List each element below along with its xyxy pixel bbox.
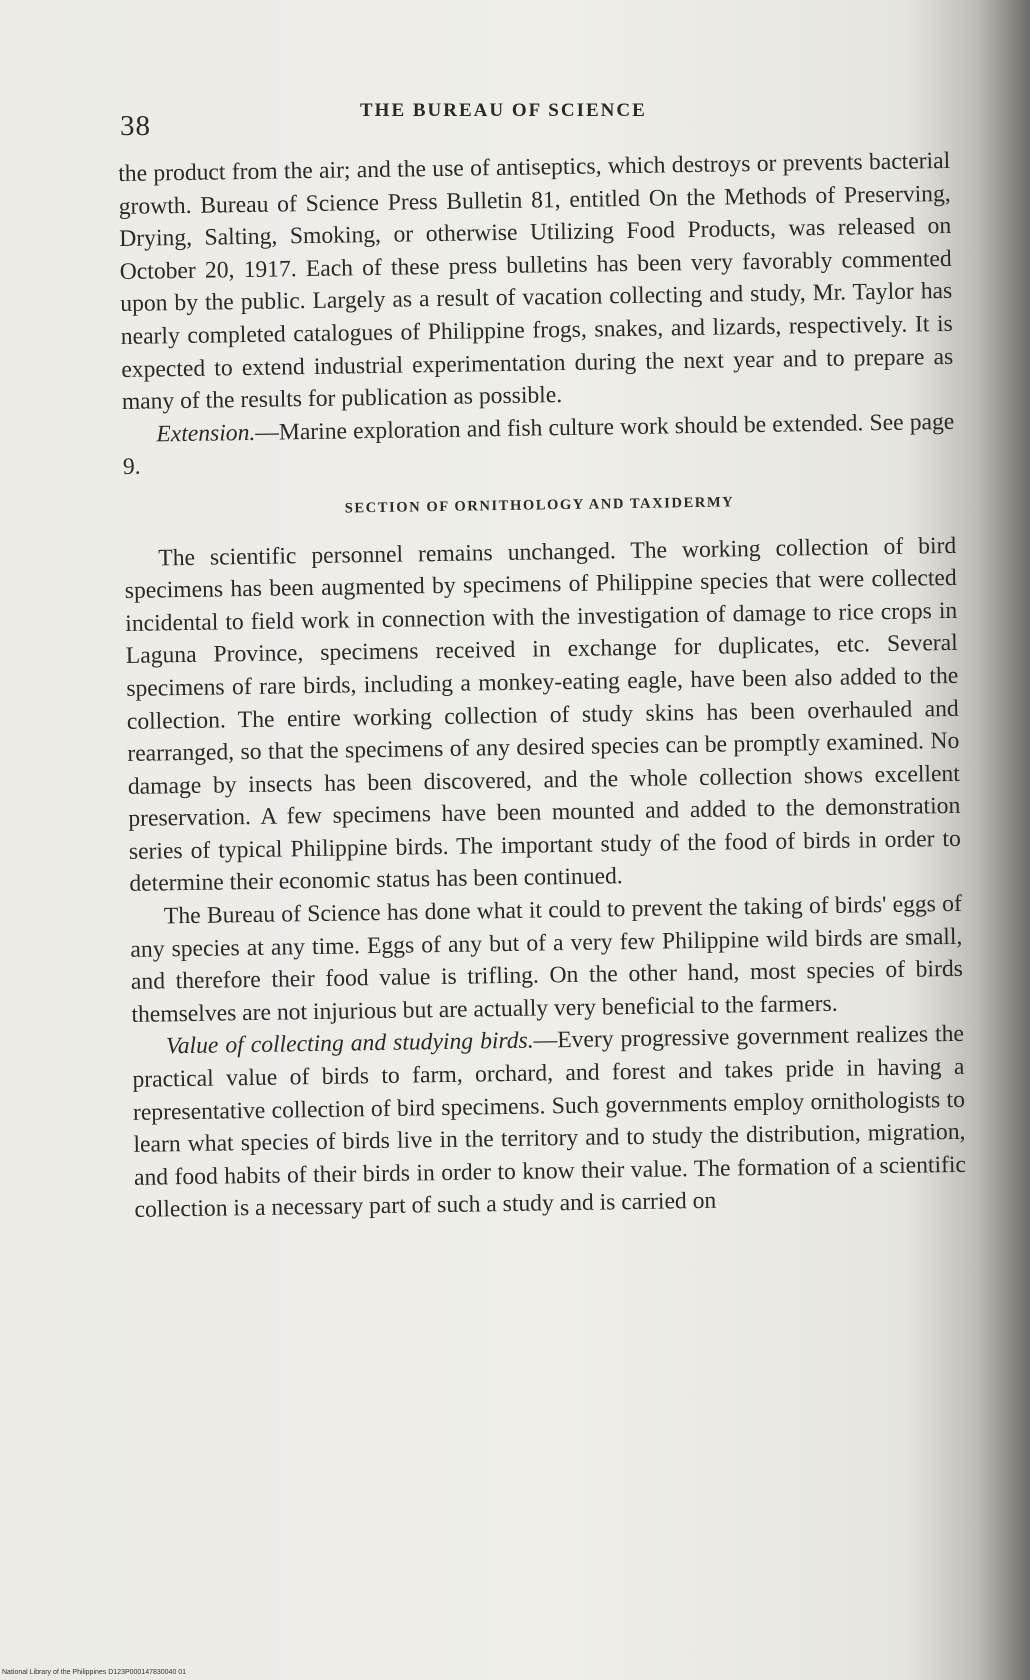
library-stamp: National Library of the Philippines D123P000147830040 01	[2, 1669, 187, 1676]
page-body	[118, 145, 967, 1227]
run-in-heading-value: Value of collecting and studying birds.	[165, 1028, 534, 1060]
page-number: 38	[120, 110, 151, 142]
running-title: THE BUREAU OF SCIENCE	[360, 100, 647, 121]
run-in-heading-extension: Extension.	[156, 419, 256, 448]
paragraph-continued: the product from the air; and the use of antiseptics, which destroys or prevents bacterial growth. Bureau of Science Press Bulletin 81, entitled On the Methods of Preserving, Drying, Salting, Smoking, or otherwise Utilizing Food Products, was released on October 20, 1917. Each of these press bulletins has been very favorably commented upon by the public. Largely as a result of vacation collecting and study, Mr. Taylor has nearly completed catalogues of Philippine frogs, snakes, and lizards, respectively. It is expected to extend industrial experimentation during the next year and to prepare as many of the results for publication as possible.	[118, 147, 954, 416]
paragraph-personnel: The scientific personnel remains unchanged. The working collection of bird specimens has been augmented by specimens of Philippine species that were collected incidental to field work in connection with the investigation of damage to rice crops in Laguna Province, specimens received in exchange for duplicates, etc. Several specimens of rare birds, including a monkey-eating eagle, have been also added to the collection. The entire working collection of study skins has been overhauled and rearranged, so that the specimens of any desired species can be promptly examined. No damage by insects has been discovered, and the whole collection shows excellent preservation. A few specimens have been mounted and added to the demonstration series of typical Philippine birds. The important study of the food of birds in order to determine their economic status has been continued.	[124, 532, 962, 898]
paragraph-value-of-birds	[132, 1018, 967, 1227]
paragraph-extension	[122, 406, 955, 484]
running-head	[120, 96, 950, 142]
section-heading: SECTION OF ORNITHOLOGY AND TAXIDERMY	[344, 494, 735, 517]
paragraph-extension-text: —Marine exploration and fish culture work should be extended. See page 9.	[122, 408, 955, 481]
paragraph-eggs: The Bureau of Science has done what it could to prevent the taking of birds' eggs of any species at any time. Eggs of any but of a very few Philippine wild birds are small, and therefore their food value is trifling. On the other hand, most species of birds themselves are not injurious but are actually very beneficial to the farmers.	[130, 890, 964, 1028]
paragraph-value-text: —Every progressive government realizes the practical value of birds to farm, orchard, and forest and takes pride in having a representative collection of bird specimens. Such governments employ ornithologists to learn what species of birds live in the territory and to study the distribution, migration, and food habits of their birds in order to know their value. The formation of a scientific collection is a necessary part of such a study and is carried on	[132, 1021, 967, 1224]
